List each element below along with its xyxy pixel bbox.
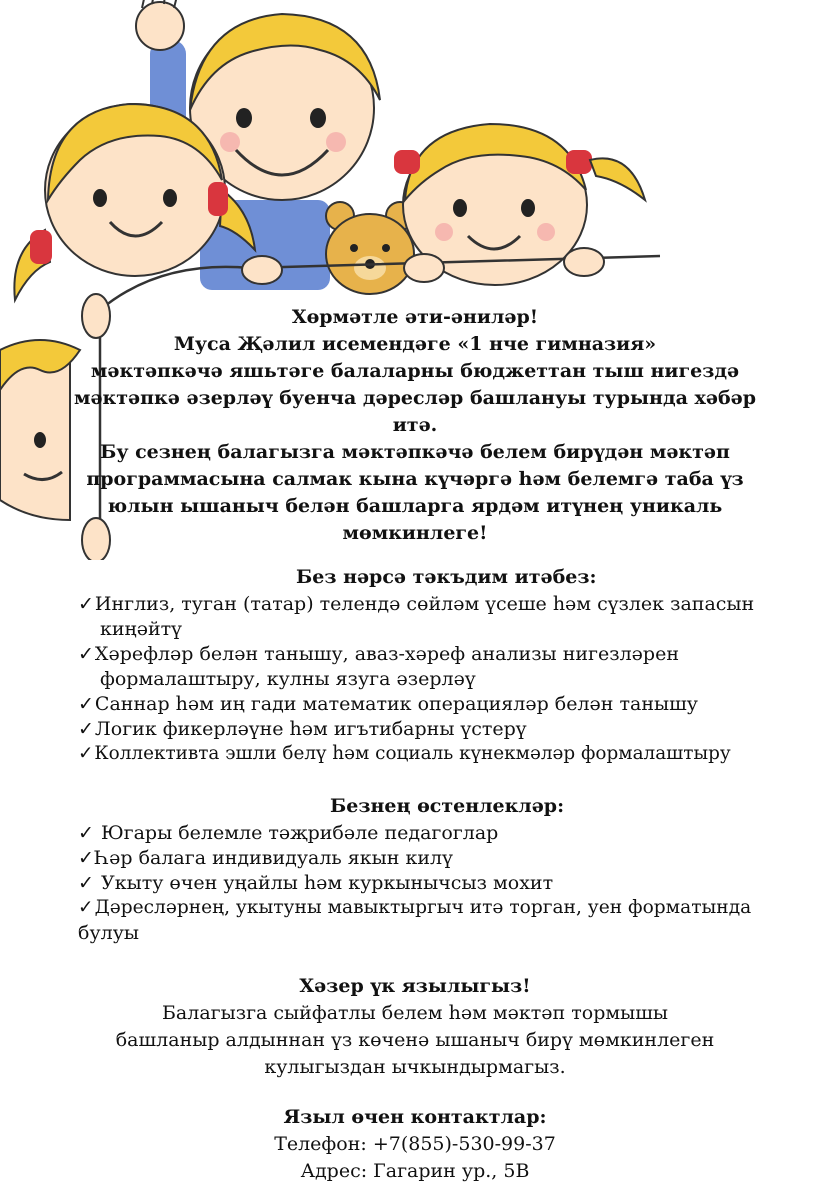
address: Адрес: Гагарин ур., 5В	[300, 1160, 530, 1182]
list-item-cont: формалаштыру, кулны язуга әзерләү	[100, 668, 476, 690]
checkmark-icon: ✓	[78, 593, 94, 615]
list-item: ✓Инглиз, туган (татар) телендә сөйләм үсеше һәм сүзлек запасын	[78, 593, 755, 615]
contacts-heading: Языл өчен контактлар:	[283, 1106, 547, 1128]
checkmark-icon: ✓	[78, 693, 94, 715]
intro-line: итә.	[392, 414, 438, 436]
intro-line: юлын ышаныч белән башларга ярдәм итүнең уникаль	[107, 495, 723, 517]
list-item-cont: киңәйтү	[100, 618, 182, 640]
intro-line: программасына салмак кына күчәргә һәм белемгә таба үз	[86, 468, 744, 490]
intro-line: Муса Җәлил исемендәге «1 нче гимназия»	[173, 333, 657, 355]
signup-heading: Хәзер үк язылыгыз!	[299, 975, 531, 997]
list-item: ✓ Укыту өчен уңайлы һәм куркынычсыз мохит	[78, 872, 554, 894]
checkmark-icon: ✓	[78, 872, 94, 894]
intro-line: Бу сезнең балагызга мәктәпкәчә белем бирүдән мәктәп	[100, 441, 730, 463]
checkmark-icon: ✓	[78, 897, 94, 918]
list-item: ✓Саннар һәм иң гади математик операцияләр белән танышу	[78, 693, 698, 715]
signup-line: Балагызга сыйфатлы белем һәм мәктәп тормышы	[161, 1002, 669, 1024]
list-item: ✓Хәрефләр белән танышу, аваз-хәреф анализы нигезләрен	[78, 643, 679, 665]
list-item: ✓Коллективта эшли белү һәм социаль күнекмәләр формалаштыру	[78, 743, 731, 764]
phone-number[interactable]: Телефон: +7(855)-530-99-37	[274, 1133, 556, 1155]
checkmark-icon: ✓	[78, 743, 94, 764]
signup-line: башланыр алдыннан үз көченә ышаныч бирү мөмкинлеген	[115, 1029, 715, 1051]
offer-heading: Без нәрсә тәкъдим итәбез:	[296, 566, 597, 588]
list-item: ✓Логик фикерләүне һәм игътибарны үстерү	[78, 718, 527, 740]
intro-line: мәктәпкә әзерләү буенча дәресләр башлануы турында хәбәр	[73, 387, 757, 409]
intro-line: мөмкинлеге!	[342, 522, 488, 544]
checkmark-icon: ✓	[78, 822, 94, 844]
list-item: ✓ Югары белемле тәҗрибәле педагоглар	[78, 822, 499, 844]
checkmark-icon: ✓	[78, 643, 94, 665]
teddy-bear-icon	[326, 202, 414, 294]
list-item: ✓Һәр балага индивидуаль якын килү	[78, 847, 453, 869]
signup-line: кулыгыздан ычкындырмагыз.	[264, 1056, 566, 1078]
advantages-heading: Безнең өстенлекләр:	[330, 795, 565, 817]
list-item: ✓Дәресләрнең, укытуны мавыктыргыч итә торган, уен форматында	[78, 897, 752, 918]
checkmark-icon: ✓	[78, 847, 94, 869]
list-item-cont: булуы	[78, 922, 139, 944]
checkmark-icon: ✓	[78, 718, 94, 740]
intro-line: мәктәпкәчә яшьтәге балаларны бюджеттан тыш нигездә	[90, 360, 740, 382]
greeting: Хөрмәтле әти-әниләр!	[291, 306, 539, 328]
